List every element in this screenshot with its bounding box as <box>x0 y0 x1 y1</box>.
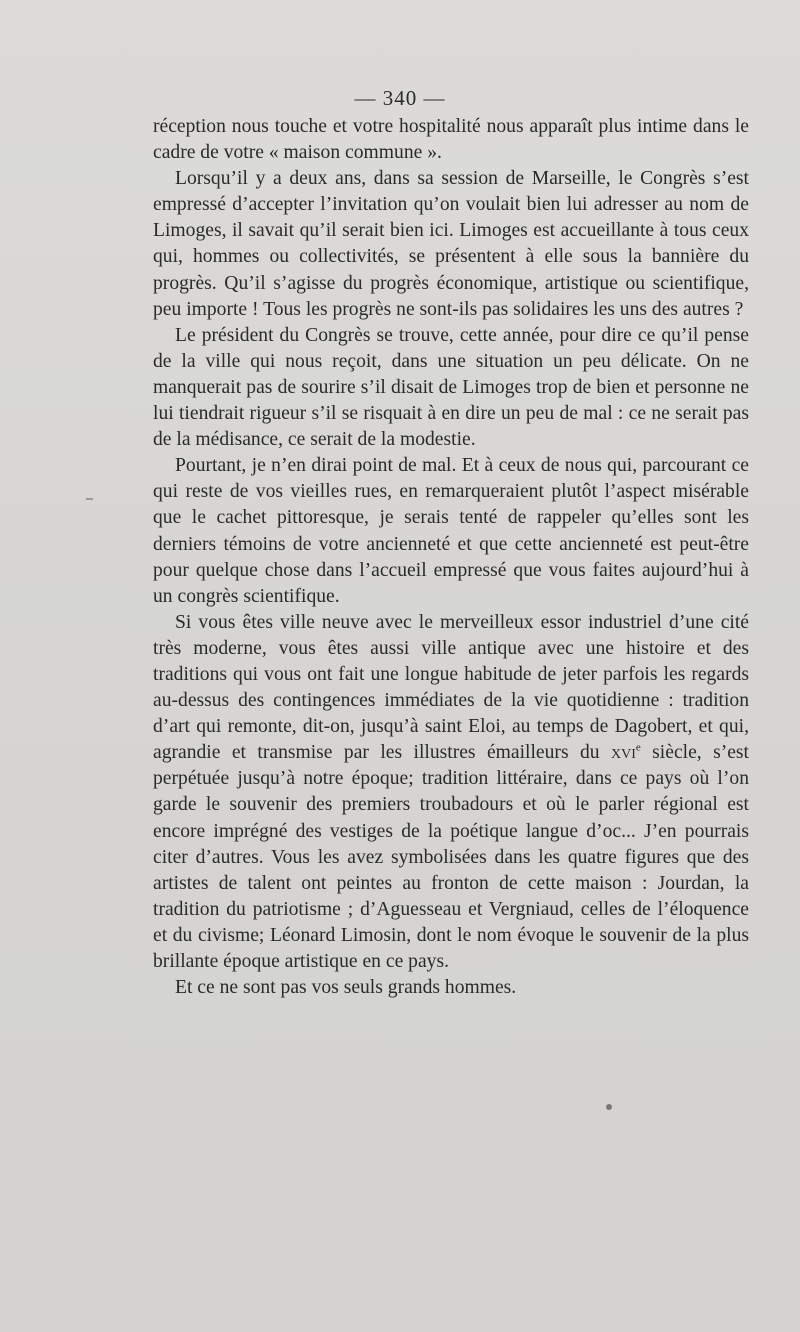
paragraph-5 <box>153 610 749 975</box>
margin-mark <box>86 498 93 500</box>
paragraph-5-part-1: Si vous êtes ville neuve avec le merveilleux essor industriel d’une cité très moderne, vous êtes aussi ville antique avec une histoire et des traditions qui vous ont fait une longue habitude de jeter parfois les regards au-dessus des contingences immédiates de la vie quotidienne : tradition d’art qui remonte, dit-on, jusqu’à saint Eloi, au temps de Dagobert, et qui, agrandie et transmise par les illustres émailleurs du <box>153 611 749 764</box>
paragraph-1: réception nous touche et votre hospitalité nous apparaît plus intime dans le cadre de votre « maison commune ». <box>153 116 749 164</box>
paragraph-3: Le président du Congrès se trouve, cette année, pour dire ce qu’il pense de la ville qui nous reçoit, dans une situation un peu délicate. On ne manquerait pas de sourire s’il disait de Limoges trop de bien et personne ne lui tiendrait rigueur s’il se risquait à en dire un peu de mal : ce ne serait pas de la médisance, ce serait de la modestie. <box>153 324 749 451</box>
ink-speck <box>606 1104 612 1110</box>
century-superscript: e <box>635 741 641 754</box>
paragraph-5-part-2: siècle, s’est perpétuée jusqu’à notre époque; tradition littéraire, dans ce pays où l’on garde le souvenir des premiers troubadours et où le parler régional est encore imprégné des vestiges de la poétique langue d’oc... J’en pourrais citer d’autres. Vous les avez symbolisées dans les quatre figures que des artistes de talent ont peintes au fronton de cette maison : Jourdan, la tradition du patriotisme ; d’Aguesseau et Vergniaud, celles de l’éloquence et du civisme; Léonard Limosin, dont le nom évoque le souvenir de la plus brillante époque artistique en ce pays. <box>153 742 749 972</box>
page-number: — 340 — <box>354 86 446 110</box>
paragraph-4: Pourtant, je n’en dirai point de mal. Et à ceux de nous qui, parcourant ce qui reste de vos vieilles rues, en remarqueraient plutôt l’aspect misérable que le cachet pittoresque, je serais tenté de rappeler qu’elles sont les derniers témoins de votre ancienneté et que cette ancienneté est peut-être pour quelque chose dans l’accueil empressé que vous faites aujourd’hui à un congrès scientifique. <box>153 455 749 607</box>
body-text <box>153 114 749 1001</box>
paragraph-6: Et ce ne sont pas vos seuls grands hommes. <box>175 977 517 999</box>
paragraph-2: Lorsqu’il y a deux ans, dans sa session de Marseille, le Congrès s’est empressé d’accepter l’invitation qu’on voulait bien lui adresser au nom de Limoges, il savait qu’il serait bien ici. Limoges est accueillante à tous ceux qui, hommes ou collectivités, se présentent à elle sous la bannière du progrès. Qu’il s’agisse du progrès économique, artistique ou scientifique, peu importe ! Tous les progrès ne sont-ils pas solidaires les uns des autres ? <box>153 168 749 320</box>
century-numeral: xvi <box>610 742 636 764</box>
